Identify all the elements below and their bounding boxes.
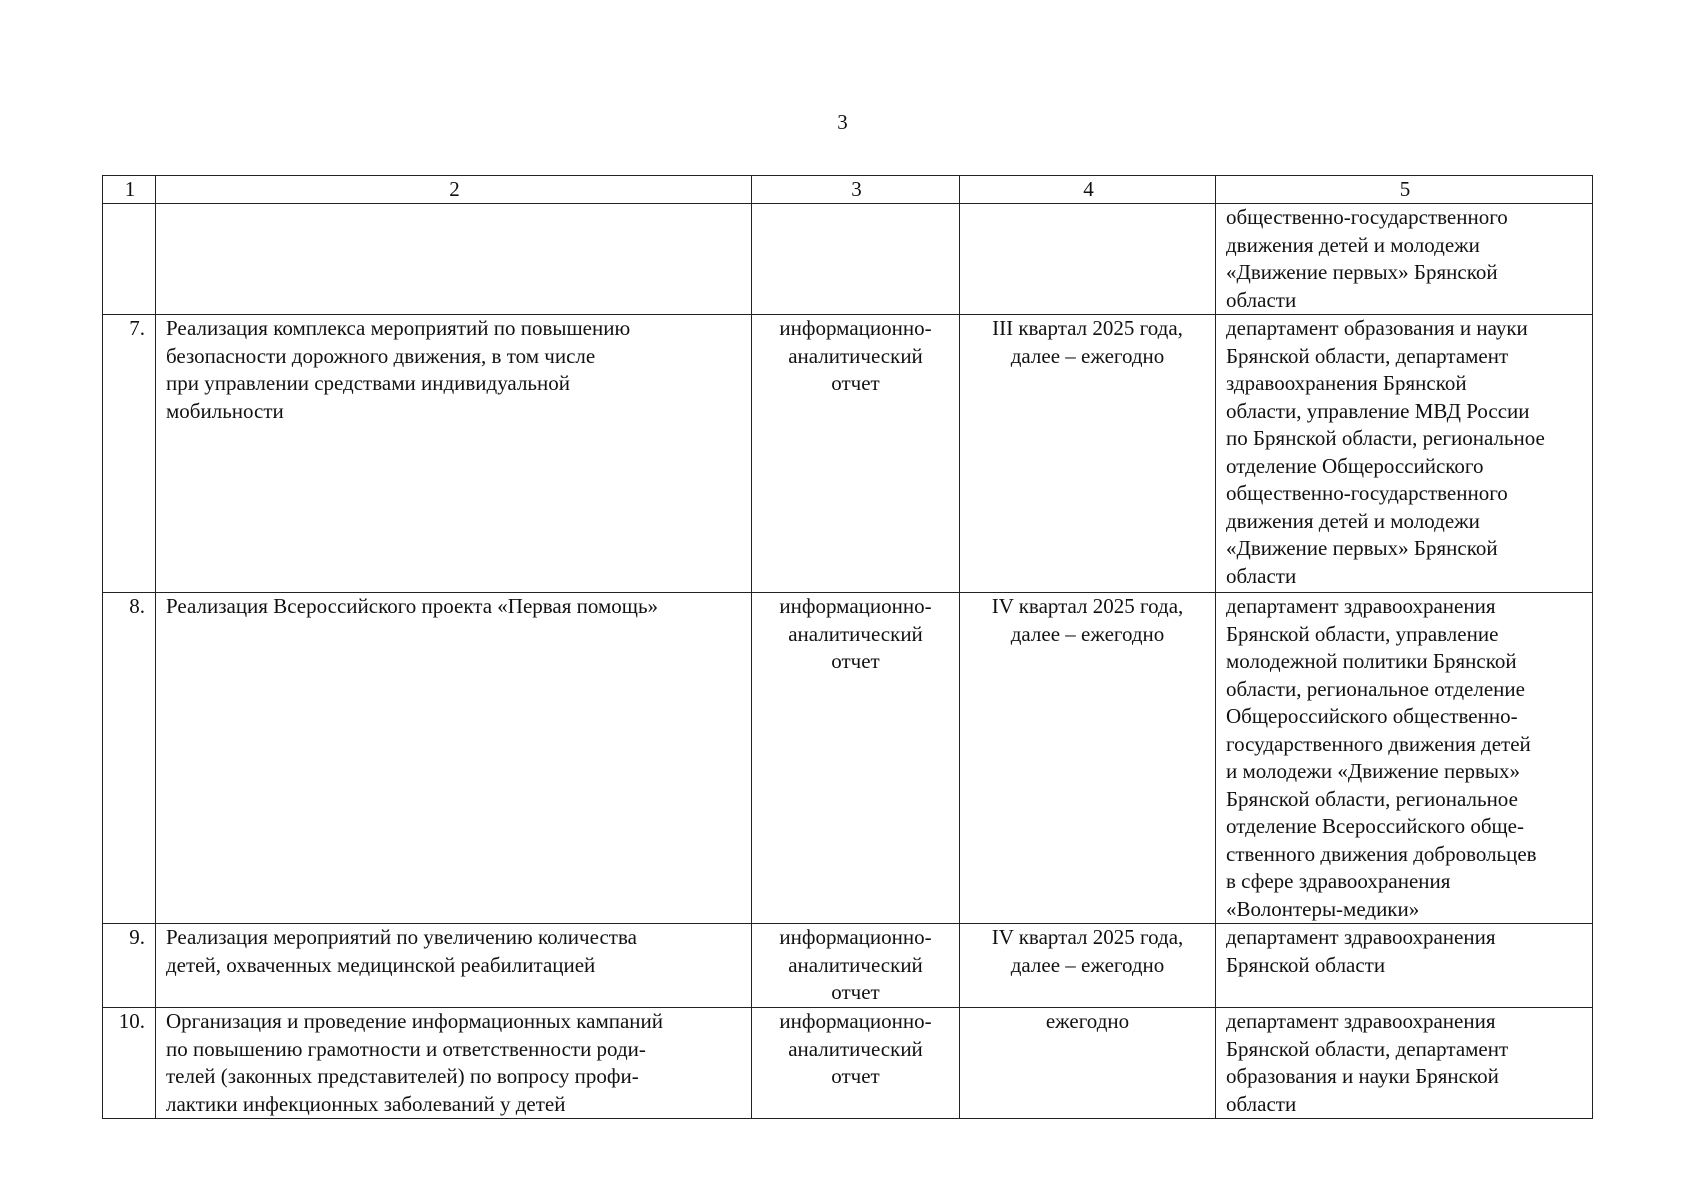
table-header-row	[103, 176, 1593, 204]
deadline-cell	[960, 204, 1216, 315]
deadline-cell: ежегодно	[960, 1008, 1216, 1119]
table-row	[103, 1008, 1593, 1119]
row-number	[103, 204, 156, 315]
header-cell-5: 5	[1216, 176, 1593, 204]
row-number: 10.	[103, 1008, 156, 1119]
measure-cell: Реализация Всероссийского проекта «Первая помощь»	[156, 593, 752, 924]
row-number: 9.	[103, 924, 156, 1008]
measure-cell: Организация и проведение информационных кампаний по повышению грамотности и ответственности роди- телей (законных представителей) по вопросу профи- лактики инфекционных заболеваний у детей	[156, 1008, 752, 1119]
header-cell-2: 2	[156, 176, 752, 204]
measures-table	[102, 175, 1593, 1119]
header-cell-3: 3	[752, 176, 960, 204]
responsible-cell: департамент здравоохранения Брянской области, управление молодежной политики Брянской области, региональное отделение Общероссийского общественно- государственного движения детей и молодежи «Движение первых» Брянской области, региональное отделение Всероссийского обще- ственного движения добровольцев в сфере здравоохранения «Волонтеры-медики»	[1216, 593, 1593, 924]
table-row	[103, 924, 1593, 1008]
row-number: 8.	[103, 593, 156, 924]
document-type-cell: информационно- аналитический отчет	[752, 1008, 960, 1119]
responsible-cell: общественно-государственного движения детей и молодежи «Движение первых» Брянской области	[1216, 204, 1593, 315]
header-cell-1: 1	[103, 176, 156, 204]
document-type-cell: информационно- аналитический отчет	[752, 924, 960, 1008]
deadline-cell: III квартал 2025 года, далее – ежегодно	[960, 315, 1216, 593]
responsible-cell: департамент здравоохранения Брянской области	[1216, 924, 1593, 1008]
table-row-continuation	[103, 204, 1593, 315]
deadline-cell: IV квартал 2025 года, далее – ежегодно	[960, 593, 1216, 924]
table-row	[103, 315, 1593, 593]
header-cell-4: 4	[960, 176, 1216, 204]
row-number: 7.	[103, 315, 156, 593]
responsible-cell: департамент здравоохранения Брянской области, департамент образования и науки Брянской области	[1216, 1008, 1593, 1119]
measure-cell	[156, 204, 752, 315]
document-type-cell	[752, 204, 960, 315]
document-type-cell: информационно- аналитический отчет	[752, 315, 960, 593]
responsible-cell: департамент образования и науки Брянской области, департамент здравоохранения Брянской области, управление МВД России по Брянской области, региональное отделение Общероссийского общественно-государственного движения детей и молодежи «Движение первых» Брянской области	[1216, 315, 1593, 593]
measure-cell: Реализация мероприятий по увеличению количества детей, охваченных медицинской реабилитацией	[156, 924, 752, 1008]
page-number: 3	[837, 110, 848, 134]
deadline-cell: IV квартал 2025 года, далее – ежегодно	[960, 924, 1216, 1008]
measure-cell: Реализация комплекса мероприятий по повышению безопасности дорожного движения, в том числе при управлении средствами индивидуальной мобильности	[156, 315, 752, 593]
document-type-cell: информационно- аналитический отчет	[752, 593, 960, 924]
table-row	[103, 593, 1593, 924]
